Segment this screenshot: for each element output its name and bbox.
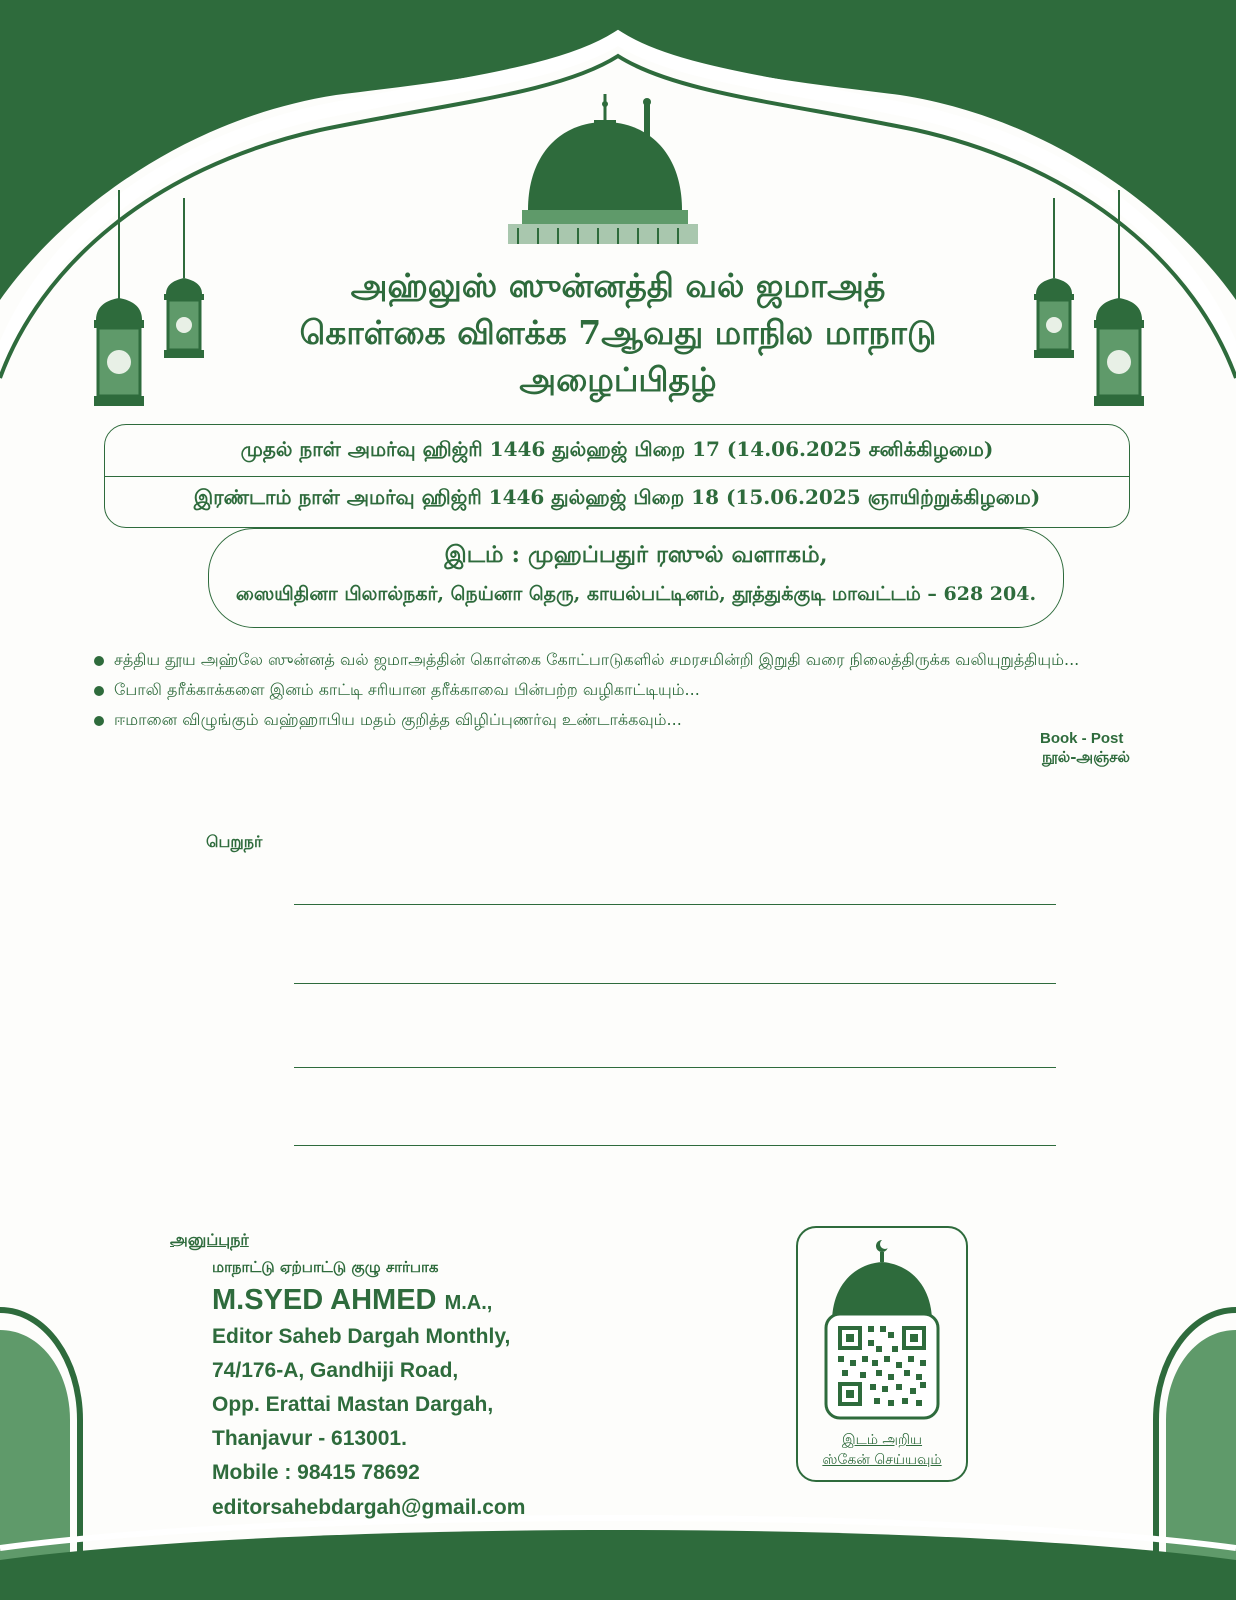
recipient-address-line — [294, 1145, 1056, 1146]
sender-mobile: Mobile : 98415 78692 — [212, 1461, 420, 1484]
book-post-label: Book - Post — [1040, 730, 1124, 747]
qr-caption-line2: ஸ்கேன் செய்யவும் — [822, 1452, 942, 1468]
list-item: சத்திய தூய அஹ்லே ஸுன்னத் வல் ஜமாஅத்தின் கொள்கை கோட்பாடுகளில் சமரசமின்றி இறுதி வரை நிலைத்திருக்க வலியுறுத்தியும்... — [92, 650, 1152, 680]
sender-qualification: M.A., — [444, 1292, 493, 1314]
location-qr-card — [796, 1226, 968, 1482]
sender-address-line: 74/176-A, Gandhiji Road, — [212, 1359, 459, 1382]
recipient-address-line — [294, 1067, 1056, 1068]
qr-code-icon — [816, 1236, 948, 1428]
day1-schedule: முதல் நாள் அமர்வு ஹிஜ்ரி 1446 துல்ஹஜ் பிறை 17 (14.06.2025 சனிக்கிழமை) — [240, 437, 994, 461]
schedule-box — [104, 424, 1130, 528]
list-item: ஈமானை விழுங்கும் வஹ்ஹாபிய மதம் குறித்த விழிப்புணர்வு உண்டாக்கவும்... — [92, 710, 1152, 740]
bullet-dot-icon — [94, 686, 104, 696]
sender-org-line: மாநாட்டு ஏற்பாட்டு குழு சார்பாக — [212, 1258, 439, 1276]
venue-box — [208, 528, 1064, 628]
book-post-label-tamil: நூல்-அஞ்சல் — [1042, 748, 1130, 766]
sender-email: editorsahebdargah@gmail.com — [212, 1496, 526, 1519]
objectives-list — [92, 650, 1152, 740]
recipient-address-line — [294, 983, 1056, 984]
sender-address-line: Editor Saheb Dargah Monthly, — [212, 1325, 511, 1348]
recipient-label: பெறுநர் — [206, 832, 263, 851]
schedule-divider — [105, 476, 1129, 477]
list-item: போலி தரீக்காக்களை இனம் காட்டி சரியான தரீக்காவை பின்பற்ற வழிகாட்டியும்... — [92, 680, 1152, 710]
venue-address: ஸையிதினா பிலால்நகர், நெய்னா தெரு, காயல்பட்டினம், தூத்துக்குடி மாவட்டம் – 628 204. — [235, 583, 1037, 605]
invitation-title: அழைப்பிதழ் — [519, 360, 717, 399]
day2-schedule: இரண்டாம் நாள் அமர்வு ஹிஜ்ரி 1446 துல்ஹஜ் பிறை 18 (15.06.2025 ஞாயிற்றுக்கிழமை) — [193, 485, 1041, 509]
event-title-line1: அஹ்லுஸ் ஸுன்னத்தி வல் ஜமாஅத் — [350, 266, 886, 305]
sender-address-line: Thanjavur - 613001. — [212, 1427, 407, 1450]
recipient-address-line — [294, 904, 1056, 905]
bullet-dot-icon — [94, 656, 104, 666]
sender-name: M.SYED AHMED M.A., — [212, 1284, 493, 1316]
sender-address-line: Opp. Erattai Mastan Dargah, — [212, 1393, 494, 1416]
venue-title: இடம் : முஹப்பதுர் ரஸுல் வளாகம், — [444, 541, 828, 568]
sender-label: அனுப்புநர் — [170, 1230, 249, 1249]
event-title-line2: கொள்கை விளக்க 7ஆவது மாநில மாநாடு — [299, 313, 937, 352]
bullet-dot-icon — [94, 716, 104, 726]
green-dome-icon — [508, 92, 698, 252]
qr-caption-line1: இடம் அறிய — [841, 1432, 923, 1448]
